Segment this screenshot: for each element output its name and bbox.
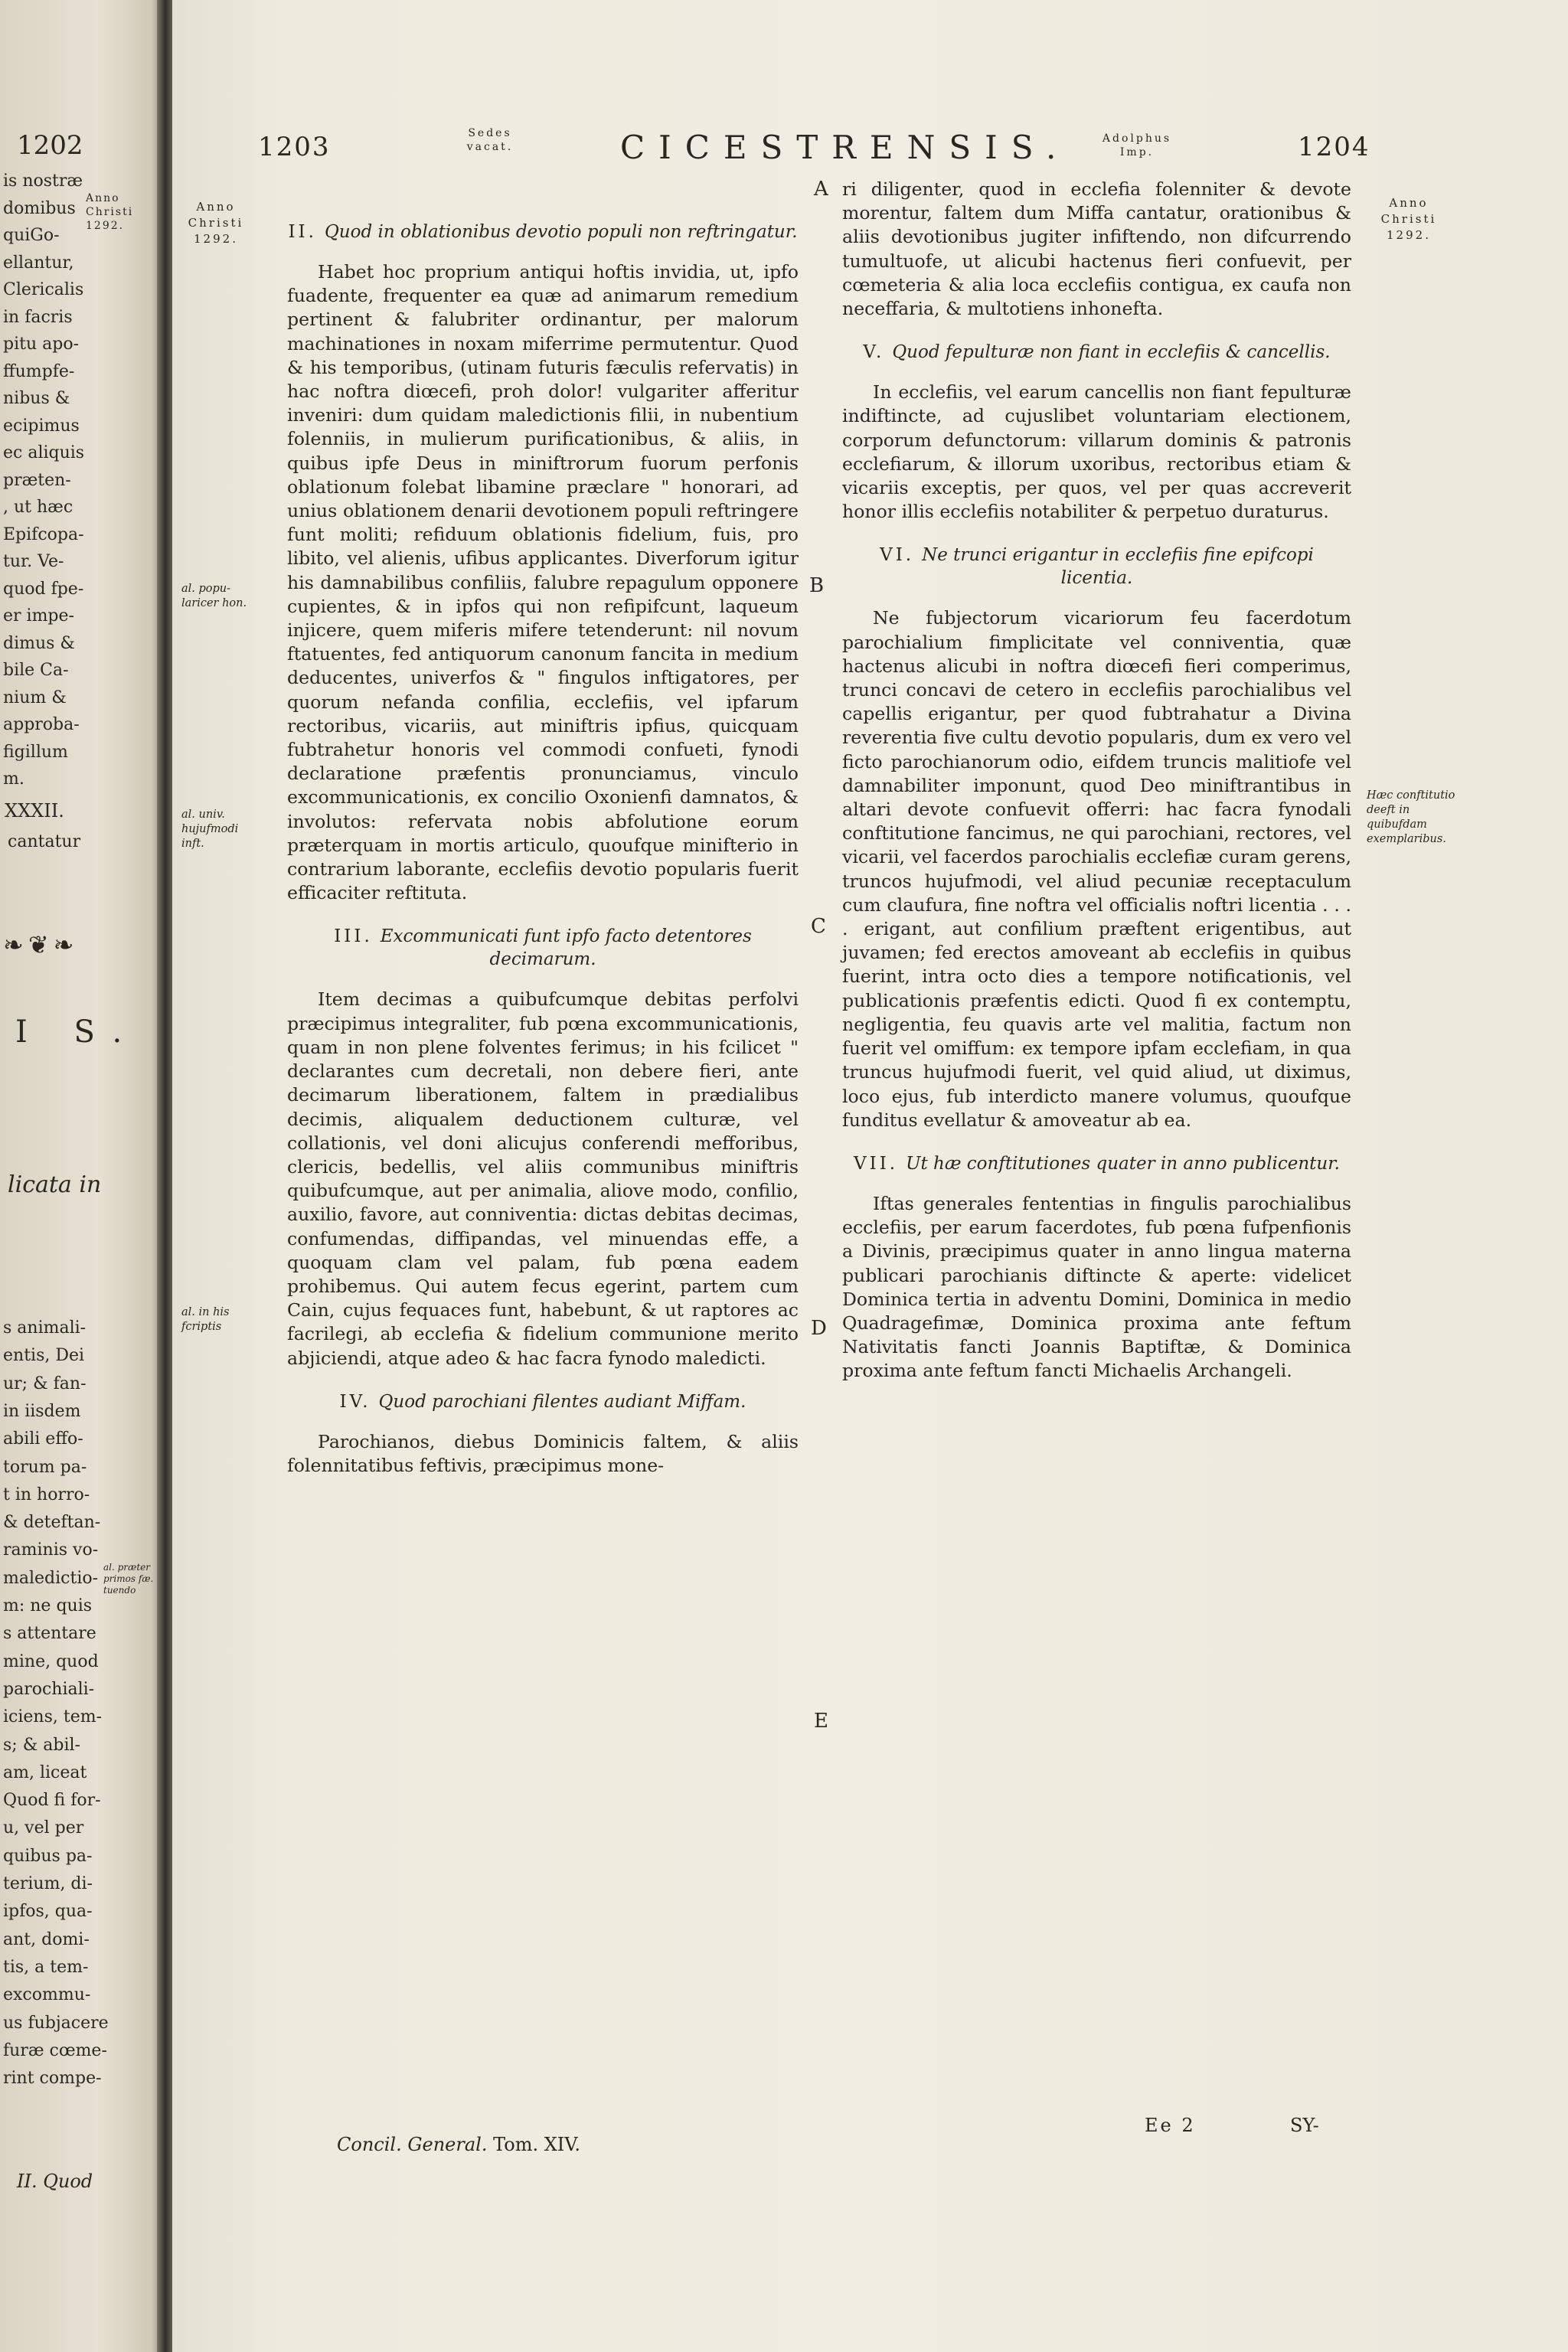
- left-text-line: raminis vo-: [3, 1540, 99, 1560]
- left-heading-letters: I S.: [15, 1014, 141, 1050]
- margin-year-word: Anno: [86, 192, 120, 204]
- left-page: [0, 0, 165, 2352]
- left-text-line: nibus &: [3, 389, 70, 408]
- left-text-line: s attentare: [3, 1624, 96, 1644]
- section-heading: [287, 1390, 799, 1413]
- section-letter: D: [811, 1317, 827, 1340]
- left-text-line: dimus &: [3, 633, 76, 653]
- section-title: Excommunicati funt ipfo facto detentores decimarum.: [380, 926, 752, 970]
- margin-year-word: 1292.: [86, 220, 125, 232]
- book-gutter: [157, 0, 174, 2352]
- section-heading: [842, 544, 1351, 590]
- page-number-left: 1203: [258, 132, 331, 162]
- left-text-line: cantatur: [8, 832, 81, 851]
- left-text-line: tis, a tem-: [3, 1957, 89, 1977]
- body-paragraph: Habet hoc proprium antiqui hoftis invidia, ut, ipfo fuadente, frequenter ea quæ ad animarum remedium pertinent & falubriter ordinantur, per malorum machinationes in noxam miferrime permutentur. Quod & his temporibus, (utinam futuris fæculis refervatis) in hac noftra diœcefi, proh dolor! vulgariter afferitur inveniri: dum quidam maledictionis filii, in nubentium folenniis, in mulierum purificationibus, & aliis, in quibus ipfe Deus in miniftrorum fuorum perfonis oblationum folebat libamine præclare " honorari, ad unius oblationem denarii devotionem populi reftringere funt moliti; refiduum oblationis fidelium, fuis, pro libito, vel alienis, ufibus applicantes. Diverforum igitur his damnabilibus confiliis, falubre repagulum opponere cupientes, & in ipfos qui non refipifcunt, laqueum injicere, quem miferis mifere tetenderunt: nil novum ftatuentes, fed antiquorum canonum fancita in medium deducentes, univerfos & " fingulos inftigatores, per quorum nefanda confilia, ecclefiis, vel ipfarum rectoribus, vicariis, aut miniftris ipfius, quicquam fubtrahetur honoris vel commodi confueti, fynodi declaratione præfentis pronunciamus, vinculo excommunicationis, ex concilio Oxonienfi damnatos, & involutos: refervata nobis abfolutione eorum præterquam in mortis articulo, quoufque minifterio in contrarium laborante, ecclefiis devotio popularis fuerit efficaciter reftituta.: [287, 261, 799, 904]
- section-heading: [287, 925, 799, 971]
- section-letter: A: [814, 178, 828, 201]
- left-text-line: ipfos, qua-: [3, 1902, 93, 1922]
- body-paragraph: In ecclefiis, vel earum cancellis non fiant fepulturæ indiftincte, ad cujuslibet voluntariam electionem, corporum defunctorum: villarum dominis & patronis ecclefiarum, & illorum uxoribus, rectoribus etiam & vicariis exceptis, per quos, vel per quas accreverit honor illis ecclefiis notabiliter & perpetuo duraturus.: [842, 381, 1351, 523]
- left-text-line: s animali-: [3, 1318, 87, 1338]
- body-paragraph: Parochianos, diebus Dominicis faltem, & aliis folennitatibus feftivis, præcipimus mone-: [287, 1430, 799, 1476]
- left-text-line: furæ cœme-: [3, 2040, 107, 2060]
- left-text-line: nium &: [3, 688, 67, 707]
- left-text-line: bile Ca-: [3, 661, 69, 680]
- left-text-line: tur. Ve-: [3, 552, 64, 571]
- left-text-line: torum pa-: [3, 1457, 87, 1477]
- left-text-line: quod fpe-: [3, 579, 84, 599]
- section-number: V.: [863, 342, 885, 363]
- side-note: al. univ. hujufmodi inft.: [181, 808, 239, 850]
- left-text-line: ant, domi-: [3, 1929, 90, 1949]
- left-text-line: excommu-: [3, 1985, 91, 2005]
- section-number: III.: [334, 926, 373, 947]
- section-heading: [287, 220, 799, 243]
- left-text-line: is nostræ: [3, 172, 83, 191]
- left-text-line: terium, di-: [3, 1874, 93, 1893]
- left-text-line: Epifcopa-: [3, 524, 84, 544]
- left-text-line: m: ne quis: [3, 1596, 93, 1615]
- left-text-line: s; & abil-: [3, 1735, 80, 1755]
- left-text-line: præten-: [3, 470, 71, 490]
- footer-concil: Concil. General.: [337, 2134, 488, 2155]
- side-note: al. in his fcriptis: [181, 1306, 230, 1333]
- sedes-vacat-note: Sedes vacat.: [466, 127, 514, 153]
- left-text-line: figillum: [3, 742, 68, 762]
- signature-mark: Ee 2: [1145, 2115, 1196, 2136]
- left-catchword: II. Quod: [17, 2171, 93, 2192]
- margin-year-left: [181, 199, 250, 247]
- margin-year-word: 1292.: [1387, 228, 1431, 242]
- left-text-line: rint compe-: [3, 2069, 102, 2089]
- running-title: CICESTRENSIS.: [620, 129, 1070, 166]
- left-text-line: & deteftan-: [3, 1513, 101, 1533]
- left-page-text: [3, 170, 95, 821]
- left-text-line: ec aliquis: [3, 443, 85, 462]
- side-note-right: Hæc conftitutio deeft in quibufdam exemplaribus.: [1367, 789, 1455, 845]
- left-text-line: t in horro-: [3, 1485, 90, 1504]
- left-text-line: er impe-: [3, 606, 74, 626]
- left-text-line: m.: [3, 769, 24, 789]
- left-text-line: Clericalis: [3, 280, 84, 299]
- left-side-note: al. præter primos fæ. tuendo: [103, 1562, 154, 1596]
- margin-year-word: Christi: [86, 206, 134, 218]
- left-heading-fragment: licata in: [8, 1171, 102, 1198]
- fleuron-ornament-icon: ❧❦❧: [3, 930, 79, 959]
- section-title: Quod in oblationibus devotio populi non reftringatur.: [324, 222, 798, 242]
- text-column-left: [287, 201, 799, 1481]
- left-text-line: pitu apo-: [3, 335, 79, 354]
- left-text-line: approba-: [3, 715, 80, 734]
- footer-tom: Tom. XIV.: [493, 2134, 581, 2155]
- text-column-right: [842, 178, 1351, 1387]
- left-section-number: XXXII.: [5, 800, 64, 822]
- page-number-right: 1204: [1298, 132, 1370, 162]
- margin-year-right: [1363, 195, 1455, 243]
- left-text-line: mine, quod: [3, 1651, 99, 1671]
- left-text-line: u, vel per: [3, 1818, 84, 1838]
- body-paragraph: Item decimas a quibufcumque debitas perfolvi præcipimus integraliter, fub pœna excommunicationis, quam in non plene folventes ferimus; in his fcilicet " declarantes cum decretali, non debere fieri, ante decimarum liberationem, faltem in prædialibus decimis, aliqualem deductionem culturæ, vel collationis, vel doni alicujus conferendi mefforibus, clericis, bedellis, vel aliis communibus miniftris quibufcumque, aut per animalia, aliove modo, confilio, auxilio, favore, aut conniventia: dictas debitas decimas, confumendas, diffipandas, vel minuendas effe, a quoquam clam vel palam, fub pœna eadem prohibemus. Qui autem fecus egerint, partem cum Cain, cujus fequaces funt, habebunt, & ut raptores ac facrilegi, ab ecclefia & fidelium communione merito abjiciendi, atque adeo & hac facra fynodo maledicti.: [287, 988, 799, 1369]
- body-paragraph: ri diligenter, quod in ecclefia folenniter & devote morentur, faltem dum Miffa cantatur, orationibus & aliis devotionibus jugiter infiftendo, non difcurrendo tumultuofe, ut alicubi hactenus fieri confuevit, per cœmeteria & alia loca ecclefiis contigua, ex caufa non neceffaria, & multotiens inhonefta.: [842, 178, 1351, 320]
- margin-year-word: Christi: [188, 216, 244, 230]
- section-title: Quod fepulturæ non fiant in ecclefiis & cancellis.: [892, 342, 1331, 363]
- left-text-line: maledictio-: [3, 1568, 99, 1588]
- section-heading: [842, 341, 1351, 364]
- section-number: II.: [288, 222, 317, 242]
- left-text-line: ffumpfe-: [3, 361, 75, 381]
- left-text-line: quibus pa-: [3, 1846, 93, 1866]
- section-number: IV.: [339, 1391, 371, 1412]
- section-letter: C: [811, 915, 826, 938]
- body-paragraph: Ne fubjectorum vicariorum feu facerdotum parochialium fimplicitate vel conniventia, quæ hactenus alicubi in noftra diœcefi fieri comperimus, trunci concavi de cetero in ecclefiis parochialibus vel capellis erigantur, per quod fubtrahatur a Divina reverentia five cultu devotio popularis, dum ex vero vel ficto parochianorum odio, eifdem truncis malitiofe vel damnabiliter imponunt, quod Deo miniftrantibus in altari devote confuevit offerri: hac facra fynodali conftitutione fancimus, ne qui parochiani, rectores, vel vicarii, vel facerdos parochialis ecclefiæ curam gerens, truncos hujufmodi, vel aliud pecuniæ receptaculum cum claufura, fine noftra vel officialis noftri licentia . . . . erigant, aut confilium præftent erigentibus, aut juvamen; fed erectos amoveant ab ecclefiis in quibus fuerint, intra octo dies a tempore notificationis, vel publicationis præfentis edicti. Quod fi ex contemptu, negligentia, feu quavis arte vel malitia, factum non fuerit vel omiffum: ex tempore ipfam ecclefiam, in qua truncus hujufmodi fuerit, vel quid aliud, ut diximus, loco ejus, fub interdicto manere volumus, quoufque funditus evellatur & amoveatur ab ea.: [842, 607, 1351, 1131]
- body-paragraph: Iftas generales fententias in fingulis parochialibus ecclefiis, per earum facerdotes, fub pœna fufpenfionis a Divinis, præcipimus quater in anno lingua materna publicari parochianis diftincte & aperte: videlicet Dominica tertia in adventu Domini, Dominica in medio Quadragefimæ, Dominica proxima ante feftum Nativitatis fancti Joannis Baptiftæ, & Dominica proxima ante feftum fancti Michaelis Archangeli.: [842, 1192, 1351, 1382]
- margin-year-word: Christi: [1380, 212, 1437, 226]
- side-note: al. popu- laricer hon.: [181, 583, 247, 609]
- section-heading: [842, 1152, 1351, 1175]
- left-text-line: ecipimus: [3, 416, 80, 436]
- left-text-line: am, liceat: [3, 1762, 87, 1782]
- left-text-line: abili effo-: [3, 1429, 83, 1449]
- section-title: Ne trunci erigantur in ecclefiis fine epifcopi licentia.: [922, 545, 1314, 589]
- left-text-line: , ut hæc: [3, 498, 74, 517]
- left-text-line: in facris: [3, 307, 73, 327]
- margin-year-word: Anno: [196, 200, 236, 214]
- left-text-line: iciens, tem-: [3, 1707, 103, 1727]
- section-number: VII.: [854, 1153, 899, 1174]
- left-page-number: 1202: [17, 130, 83, 161]
- left-text-line: domibus: [3, 198, 76, 218]
- catchword: SY-: [1290, 2115, 1319, 2136]
- left-text-line: in iisdem: [3, 1401, 81, 1421]
- margin-year-word: Anno: [1389, 196, 1429, 210]
- section-letter: B: [809, 574, 825, 597]
- section-title: Ut hæ conftitutiones quater in anno publicentur.: [906, 1153, 1340, 1174]
- left-text-line: parochiali-: [3, 1679, 95, 1699]
- left-page-text-lower: [3, 1317, 141, 2089]
- left-text-line: ur; & fan-: [3, 1374, 87, 1393]
- margin-year-word: 1292.: [194, 232, 238, 246]
- section-number: VI.: [880, 545, 915, 566]
- footer-volume: [337, 2134, 580, 2155]
- section-letter: E: [814, 1710, 828, 1733]
- left-text-line: quiGo-: [3, 226, 60, 245]
- left-text-line: Quod fi for-: [3, 1791, 101, 1811]
- section-title: Quod parochiani filentes audiant Miffam.: [378, 1391, 746, 1412]
- adolphus-note: Adolphus Imp.: [1102, 132, 1172, 158]
- left-text-line: entis, Dei: [3, 1346, 85, 1366]
- left-text-line: us fubjacere: [3, 2013, 109, 2033]
- right-page: [172, 0, 1568, 2352]
- left-text-line: ellantur,: [3, 253, 74, 273]
